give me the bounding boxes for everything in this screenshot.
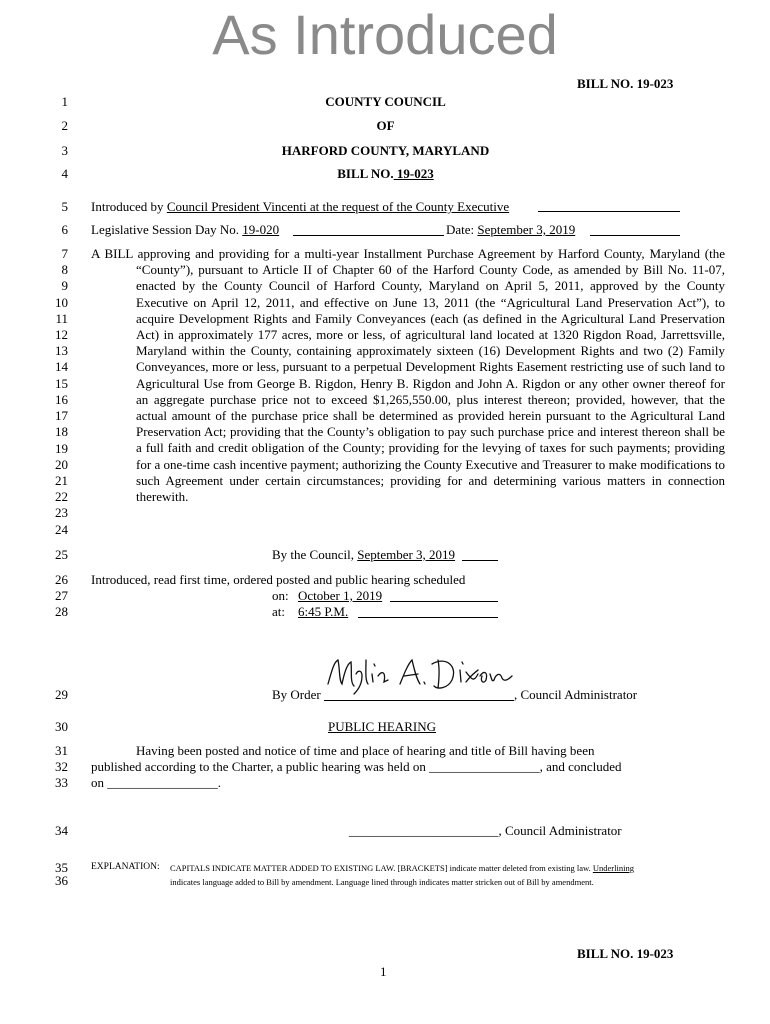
- line-number: 8: [61, 262, 68, 277]
- line-number: 33: [55, 775, 68, 790]
- public-hearing-line-2: published according to the Charter, a public hearing was held on _________________, and concluded: [91, 759, 622, 774]
- session-date: [446, 222, 575, 238]
- line-number: 26: [55, 572, 68, 587]
- explanation-label: EXPLANATION:: [91, 862, 160, 872]
- explanation-line-1: [170, 863, 634, 873]
- session-day-fill-line: [293, 235, 444, 236]
- hearing-at-fill-line: [358, 617, 498, 618]
- introduced-by-line: [91, 199, 509, 215]
- by-the-council-line: [272, 547, 455, 563]
- line-number: 7: [61, 246, 68, 261]
- title-bill-value: 19-023: [393, 166, 434, 181]
- session-date-value: September 3, 2019: [477, 222, 576, 237]
- line-number: 16: [55, 392, 68, 407]
- line-number: 22: [55, 489, 68, 504]
- bill-number-bottom: BILL NO. 19-023: [577, 946, 674, 961]
- session-day-value: 19-020: [242, 222, 280, 237]
- title-county-council: COUNTY COUNCIL: [325, 94, 446, 109]
- title-bill-number: [91, 166, 680, 182]
- introduced-by-label: Introduced by: [91, 199, 167, 214]
- session-date-label: Date:: [446, 222, 478, 237]
- line-number: 19: [55, 441, 68, 456]
- line-number: 32: [55, 759, 68, 774]
- title-bill-label: BILL NO.: [337, 166, 394, 181]
- line-number: 12: [55, 327, 68, 342]
- line-number: 17: [55, 408, 68, 423]
- line-number: 29: [55, 687, 68, 702]
- line-number: 30: [55, 719, 68, 734]
- line-number: 20: [55, 457, 68, 472]
- by-the-council-fill-line: [462, 560, 498, 561]
- explanation-line-2: indicates language added to Bill by amendment. Language lined through indicates matter stricken out of Bill by amendment.: [170, 877, 594, 887]
- session-date-fill-line: [590, 235, 680, 236]
- title-of: OF: [376, 118, 395, 133]
- public-hearing-line-3: on _________________.: [91, 775, 221, 790]
- line-number: 23: [55, 505, 68, 520]
- hearing-on-label: on:: [272, 588, 289, 603]
- line-number: 31: [55, 743, 68, 758]
- line-number: 25: [55, 547, 68, 562]
- by-the-council-date: September 3, 2019: [357, 547, 456, 562]
- bill-number-top: BILL NO. 19-023: [577, 76, 674, 91]
- public-hearing-line-1: Having been posted and notice of time and place of hearing and title of Bill having been: [136, 743, 595, 758]
- line-number: 11: [55, 311, 68, 326]
- introduced-by-value: Council President Vincenti at the request of the County Executive: [166, 199, 510, 214]
- hearing-on-date: October 1, 2019: [298, 588, 383, 603]
- line-number: 14: [55, 359, 68, 374]
- hearing-on-fill-line: [390, 601, 498, 602]
- line-number: 3: [61, 143, 68, 158]
- by-the-council-label: By the Council,: [272, 547, 358, 562]
- line-number: 1: [61, 94, 68, 109]
- session-day-line: [91, 222, 279, 238]
- line-number: 4: [61, 166, 68, 181]
- line-number: 34: [55, 823, 68, 838]
- line-number: 10: [55, 295, 68, 310]
- hearing-scheduled-text: Introduced, read first time, ordered posted and public hearing scheduled: [91, 572, 466, 587]
- line-number: 15: [55, 376, 68, 391]
- council-administrator-line: _______________________, Council Administrator: [349, 823, 622, 838]
- explanation-caps-text: CAPITALS INDICATE MATTER ADDED TO EXISTING LAW. [BRACKETS] indicate matter deleted from existing law.: [170, 863, 591, 873]
- hearing-at-time: 6:45 P.M.: [298, 604, 349, 619]
- line-number: 24: [55, 522, 68, 537]
- session-day-label: Legislative Session Day No.: [91, 222, 243, 237]
- line-number: 27: [55, 588, 68, 603]
- line-number: 13: [55, 343, 68, 358]
- signature-image: [320, 640, 520, 700]
- line-number: 35: [55, 860, 68, 875]
- by-order-title: , Council Administrator: [514, 687, 638, 702]
- explanation-underlining: Underlining: [592, 863, 634, 873]
- public-hearing-heading: PUBLIC HEARING: [328, 719, 436, 734]
- line-number: 5: [61, 199, 68, 214]
- line-number: 21: [55, 473, 68, 488]
- line-number: 6: [61, 222, 68, 237]
- by-order-label: By Order: [272, 687, 321, 702]
- line-number: 2: [61, 118, 68, 133]
- line-number: 18: [55, 424, 68, 439]
- line-number: 9: [61, 278, 68, 293]
- page-number: 1: [380, 964, 387, 979]
- line-number: 28: [55, 604, 68, 619]
- introduced-by-fill-line: [538, 211, 680, 212]
- by-order-signature-line: [324, 700, 514, 701]
- title-harford-county: HARFORD COUNTY, MARYLAND: [281, 143, 490, 158]
- as-introduced-watermark: As Introduced: [212, 3, 558, 66]
- bill-description: A BILL approving and providing for a multi-year Installment Purchase Agreement by Harford County, Maryland (the “County”), pursuant to Article II of Chapter 60 of the Harford County Code, as amended by Bill No. 11-07, enacted by the County Council of Harford County, Maryland on April 5, 2011, approved by the County Executive on April 12, 2011, and effective on June 13, 2011 (the “Agricultural Land Preservation Act”), to acquire Development Rights and Family Conveyances (each (as defined in the Agricultural Land Preservation Act) in approximately 177 acres, more or less, of agricultural land located at 1320 Rigdon Road, Jarrettsville, Maryland within the County, containing approximately sixteen (16) Development Rights and two (2) Family Conveyances, more or less, pursuant to a perpetual Development Rights Easement restricting use of such land to Agricultural Use from George B. Rigdon, Henry B. Rigdon and John A. Rigdon or any other owner thereof for an aggregate purchase price not to exceed $1,265,550.00, plus interest thereon; provided, however, that the actual amount of the purchase price shall be determined as provided herein pursuant to the Agricultural Land Preservation Act; providing that the County’s obligation to pay such purchase price and interest thereon shall be a full faith and credit obligation of the County; providing for the levying of taxes for such payments; providing for a one-time cash incentive payment; authorizing the County Executive and Treasurer to make modifications to such Agreement under certain circumstances; providing for and determining various matters in connection therewith.: [91, 246, 725, 505]
- hearing-at-label: at:: [272, 604, 285, 619]
- line-number: 36: [55, 873, 68, 888]
